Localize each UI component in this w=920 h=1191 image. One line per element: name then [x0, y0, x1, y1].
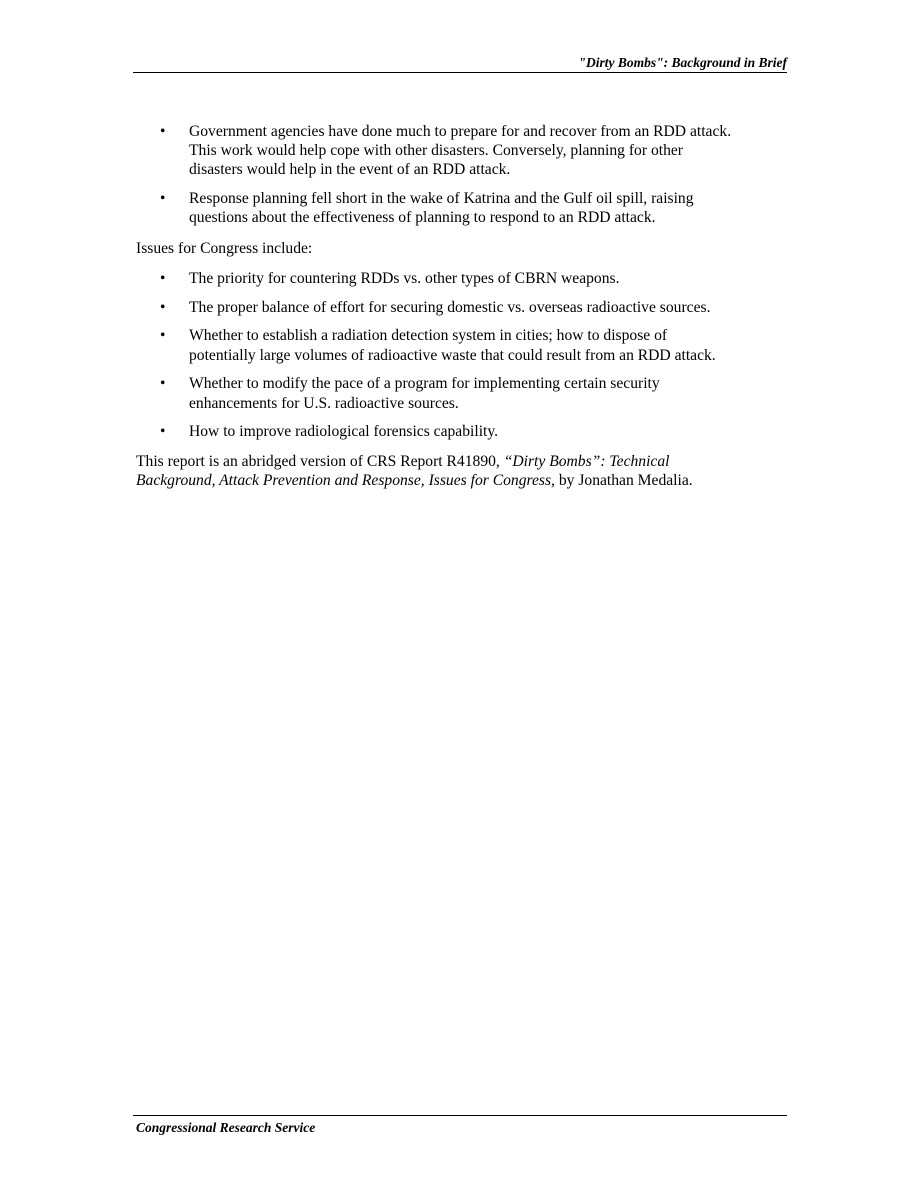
list-item: • Whether to modify the pace of a program for implementing certain security enhancements for U.S. radioactive sources. — [136, 374, 736, 412]
list-item: • The proper balance of effort for securing domestic vs. overseas radioactive sources. — [136, 298, 736, 317]
list-item: • Government agencies have done much to prepare for and recover from an RDD attack. This work would help cope with other disasters. Conversely, planning for other disasters would help in the event of an RDD attack. — [136, 122, 736, 180]
issues-intro: Issues for Congress include: — [136, 239, 313, 257]
list-item: • How to improve radiological forensics capability. — [136, 422, 736, 441]
list-item: • Response planning fell short in the wake of Katrina and the Gulf oil spill, raising questions about the effectiveness of planning to respond to an RDD attack. — [136, 189, 736, 227]
closing-paragraph — [136, 452, 736, 490]
list-item: • The priority for countering RDDs vs. other types of CBRN weapons. — [136, 269, 736, 288]
footer-rule — [133, 1115, 787, 1116]
footer-organization: Congressional Research Service — [136, 1120, 316, 1135]
issues-list — [136, 269, 736, 442]
report-title: “Dirty Bombs”: Technical Background, Attack Prevention and Response, Issues for Congress — [136, 452, 670, 489]
closing-prefix: This report is an abridged version of CRS Report R41890, — [136, 452, 504, 470]
list-item: • Whether to establish a radiation detection system in cities; how to dispose of potentially large volumes of radioactive waste that could result from an RDD attack. — [136, 326, 736, 364]
header-rule — [133, 72, 787, 73]
running-header: "Dirty Bombs": Background in Brief — [578, 55, 787, 70]
closing-suffix: , by Jonathan Medalia. — [551, 471, 693, 489]
body-text — [136, 122, 736, 500]
bullet-list-top — [136, 122, 736, 228]
